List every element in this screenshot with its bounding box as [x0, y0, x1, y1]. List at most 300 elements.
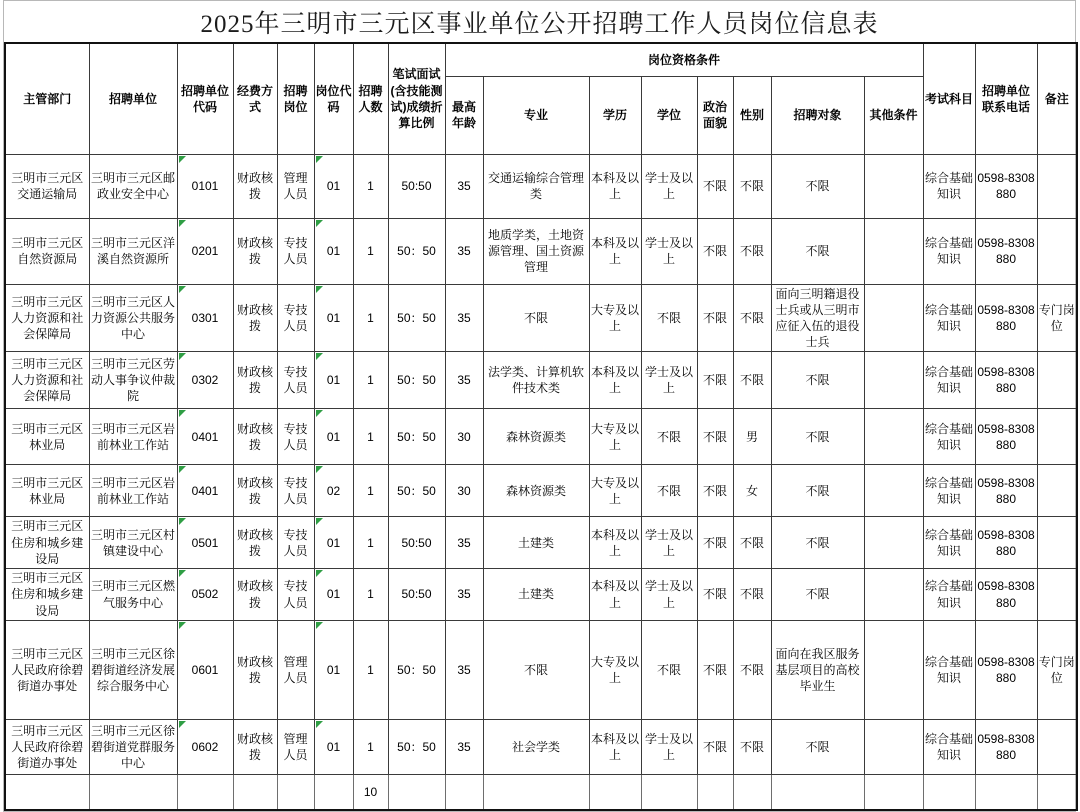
cell-text: 面向三明籍退役士兵或从三明市应征入伍的退役士兵 [775, 286, 860, 350]
cell-max-age [445, 409, 483, 465]
cell-text: 财政核拨 [236, 731, 273, 762]
cell-exam [923, 352, 975, 409]
cell-count [353, 352, 388, 409]
cell-ratio [388, 218, 445, 284]
cell-pos-code [314, 409, 353, 465]
cell-political [697, 465, 733, 517]
cell-text: 不限 [523, 310, 548, 325]
cell-text: 不限 [702, 310, 727, 325]
cell-other [864, 352, 923, 409]
empty-cell [483, 774, 589, 810]
cell-text: 0598-8308880 [977, 731, 1035, 762]
cell-phone [975, 517, 1037, 569]
cell-unit [89, 409, 177, 465]
cell-text: 不限 [805, 373, 830, 388]
cell-text: 土建类 [517, 587, 554, 602]
cell-pos-code [314, 352, 353, 409]
cell-text: 01 [326, 310, 341, 325]
cell-education [589, 218, 641, 284]
cell-funding [233, 409, 277, 465]
cell-text: 不限 [805, 587, 830, 602]
cell-text: 不限 [739, 662, 764, 677]
cell-political [697, 569, 733, 621]
cell-count [353, 218, 388, 284]
cell-text: 三明市三元区洋溪自然资源所 [90, 235, 175, 266]
cell-text: 三明市三元区村镇建设中心 [90, 527, 175, 558]
cell-major [483, 352, 589, 409]
col-header-remark: 备注 [1037, 43, 1077, 154]
cell-text: 01 [326, 373, 341, 388]
cell-unit-code [177, 284, 233, 352]
col-header-pos-code: 岗位代码 [314, 43, 353, 154]
cell-dept [5, 352, 89, 409]
cell-other [864, 620, 923, 719]
cell-pos-code [314, 465, 353, 517]
cell-other [864, 517, 923, 569]
cell-education [589, 620, 641, 719]
cell-target [771, 284, 864, 352]
empty-cell [733, 774, 771, 810]
cell-text: 面向在我区服务基层项目的高校毕业生 [775, 646, 860, 693]
col-header-exam: 考试科目 [923, 43, 975, 154]
cell-ratio [388, 154, 445, 218]
cell-gender [733, 517, 771, 569]
cell-text: 三明市三元区林业局 [11, 421, 84, 452]
cell-exam [923, 569, 975, 621]
cell-target [771, 620, 864, 719]
cell-max-age [445, 352, 483, 409]
cell-target [771, 154, 864, 218]
cell-text: 不限 [702, 243, 727, 258]
col-header-major: 专业 [483, 76, 589, 154]
cell-text: 50：50 [397, 243, 436, 258]
cell-text: 02 [326, 483, 341, 498]
cell-text: 综合基础知识 [925, 170, 974, 201]
cell-text: 大专及以上 [590, 475, 639, 506]
cell-phone [975, 352, 1037, 409]
cell-political [697, 620, 733, 719]
cell-remark [1037, 154, 1077, 218]
table-row [5, 719, 1077, 774]
cell-text: 01 [326, 178, 341, 193]
cell-text: 50：50 [397, 310, 436, 325]
cell-text: 专门岗位 [1038, 654, 1075, 685]
cell-text: 50：50 [397, 483, 436, 498]
cell-text: 01 [326, 243, 341, 258]
excel-flag-icon [316, 721, 323, 728]
cell-degree [641, 465, 697, 517]
cell-position [277, 569, 314, 621]
excel-flag-icon [179, 466, 186, 473]
cell-degree [641, 284, 697, 352]
cell-ratio [388, 517, 445, 569]
cell-text: 0201 [191, 243, 219, 258]
cell-text: 35 [457, 310, 471, 325]
cell-text: 不限 [739, 739, 764, 754]
cell-other [864, 409, 923, 465]
cell-target [771, 409, 864, 465]
cell-remark [1037, 218, 1077, 284]
cell-text: 土建类 [517, 535, 554, 550]
cell-remark [1037, 517, 1077, 569]
cell-text: 0501 [191, 535, 219, 550]
col-header-gender: 性别 [733, 76, 771, 154]
cell-gender [733, 465, 771, 517]
cell-unit-code [177, 719, 233, 774]
cell-remark [1037, 352, 1077, 409]
cell-text: 1 [367, 243, 374, 258]
cell-text: 50:50 [401, 178, 432, 193]
cell-text: 综合基础知识 [925, 475, 974, 506]
cell-unit [89, 517, 177, 569]
cell-text: 1 [367, 429, 374, 444]
excel-flag-icon [179, 721, 186, 728]
cell-text: 学士及以上 [644, 527, 693, 558]
cell-text: 法学类、计算机软件技术类 [487, 365, 584, 396]
cell-text: 男 [745, 429, 758, 444]
cell-remark [1037, 284, 1077, 352]
cell-position [277, 409, 314, 465]
empty-cell [233, 774, 277, 810]
cell-other [864, 719, 923, 774]
cell-dept [5, 284, 89, 352]
cell-text: 0301 [191, 310, 219, 325]
cell-text: 0598-8308880 [977, 365, 1035, 396]
cell-text: 三明市三元区徐碧街道经济发展综合服务中心 [90, 646, 175, 693]
cell-degree [641, 154, 697, 218]
cell-degree [641, 620, 697, 719]
cell-dept [5, 517, 89, 569]
cell-text: 财政核拨 [236, 421, 273, 452]
cell-text: 1 [367, 535, 374, 550]
cell-target [771, 218, 864, 284]
cell-major [483, 284, 589, 352]
cell-phone [975, 218, 1037, 284]
cell-position [277, 352, 314, 409]
empty-cell [277, 774, 314, 810]
cell-degree [641, 517, 697, 569]
cell-text: 30 [457, 429, 471, 444]
excel-flag-icon [316, 410, 323, 417]
cell-exam [923, 284, 975, 352]
cell-phone [975, 569, 1037, 621]
cell-exam [923, 465, 975, 517]
cell-education [589, 352, 641, 409]
cell-text: 专技人员 [283, 235, 308, 266]
total-row [5, 774, 1077, 810]
cell-target [771, 569, 864, 621]
cell-text: 综合基础知识 [925, 731, 974, 762]
cell-education [589, 719, 641, 774]
cell-max-age [445, 154, 483, 218]
cell-text: 不限 [739, 587, 764, 602]
table-row [5, 409, 1077, 465]
cell-text: 不限 [805, 535, 830, 550]
cell-text: 50：50 [397, 373, 436, 388]
cell-text: 01 [326, 739, 341, 754]
excel-flag-icon [179, 622, 186, 629]
cell-text: 森林资源类 [505, 483, 566, 498]
cell-text: 0302 [191, 373, 219, 388]
empty-cell [771, 774, 864, 810]
col-header-target: 招聘对象 [771, 76, 864, 154]
cell-max-age [445, 218, 483, 284]
cell-funding [233, 284, 277, 352]
cell-text: 三明市三元区人力资源和社会保障局 [11, 294, 84, 341]
cell-phone [975, 465, 1037, 517]
cell-ratio [388, 465, 445, 517]
empty-cell [697, 774, 733, 810]
cell-funding [233, 154, 277, 218]
cell-ratio [388, 352, 445, 409]
table-row [5, 465, 1077, 517]
col-header-degree: 学位 [641, 76, 697, 154]
cell-funding [233, 569, 277, 621]
table-row [5, 154, 1077, 218]
cell-dept [5, 620, 89, 719]
cell-text: 01 [326, 662, 341, 677]
cell-max-age [445, 284, 483, 352]
cell-text: 专技人员 [283, 527, 308, 558]
cell-text: 学士及以上 [644, 365, 693, 396]
cell-text: 0598-8308880 [977, 527, 1035, 558]
cell-dept [5, 569, 89, 621]
cell-unit-code [177, 154, 233, 218]
cell-gender [733, 569, 771, 621]
cell-text: 0598-8308880 [977, 654, 1035, 685]
col-header-max-age: 最高年龄 [445, 76, 483, 154]
cell-text: 不限 [702, 535, 727, 550]
cell-gender [733, 218, 771, 284]
cell-text: 三明市三元区人民政府徐碧街道办事处 [11, 723, 84, 770]
spreadsheet-area [3, 0, 1076, 812]
cell-degree [641, 352, 697, 409]
cell-major [483, 620, 589, 719]
col-header-unit-code: 招聘单位代码 [177, 43, 233, 154]
cell-gender [733, 284, 771, 352]
cell-count [353, 620, 388, 719]
cell-text: 35 [457, 373, 471, 388]
cell-unit-code [177, 218, 233, 284]
cell-political [697, 154, 733, 218]
cell-unit-code [177, 569, 233, 621]
cell-text: 0101 [191, 178, 219, 193]
cell-text: 0598-8308880 [977, 475, 1035, 506]
empty-cell [5, 774, 89, 810]
cell-phone [975, 620, 1037, 719]
cell-dept [5, 465, 89, 517]
cell-education [589, 154, 641, 218]
table-row [5, 569, 1077, 621]
cell-text: 不限 [739, 373, 764, 388]
cell-remark [1037, 620, 1077, 719]
cell-text: 不限 [702, 587, 727, 602]
cell-text: 大专及以上 [590, 654, 639, 685]
cell-target [771, 719, 864, 774]
cell-text: 0598-8308880 [977, 170, 1035, 201]
cell-text: 50:50 [401, 587, 432, 602]
cell-position [277, 465, 314, 517]
cell-text: 地质学类，土地资源管理、国土资源管理 [487, 227, 584, 275]
cell-dept [5, 719, 89, 774]
cell-text: 学士及以上 [644, 235, 693, 266]
cell-text: 不限 [702, 373, 727, 388]
cell-text: 三明市三元区交通运输局 [11, 170, 84, 201]
cell-text: 综合基础知识 [925, 421, 974, 452]
cell-phone [975, 409, 1037, 465]
cell-text: 不限 [739, 535, 764, 550]
cell-education [589, 465, 641, 517]
cell-funding [233, 218, 277, 284]
cell-unit-code [177, 352, 233, 409]
cell-ratio [388, 620, 445, 719]
cell-text: 学士及以上 [644, 579, 693, 610]
cell-text: 0598-8308880 [977, 235, 1035, 266]
cell-max-age [445, 465, 483, 517]
cell-text: 财政核拨 [236, 302, 273, 333]
empty-cell [864, 774, 923, 810]
cell-text: 不限 [739, 310, 764, 325]
cell-phone [975, 719, 1037, 774]
cell-text: 本科及以上 [590, 170, 639, 201]
cell-text: 35 [457, 739, 471, 754]
cell-target [771, 352, 864, 409]
cell-unit [89, 620, 177, 719]
cell-text: 不限 [702, 662, 727, 677]
cell-exam [923, 218, 975, 284]
cell-ratio [388, 409, 445, 465]
cell-major [483, 517, 589, 569]
excel-flag-icon [179, 518, 186, 525]
cell-text: 本科及以上 [590, 235, 639, 266]
col-header-qualification-group: 岗位资格条件 [445, 43, 923, 76]
excel-flag-icon [179, 570, 186, 577]
cell-phone [975, 154, 1037, 218]
cell-funding [233, 719, 277, 774]
cell-text: 0401 [191, 429, 219, 444]
cell-text: 三明市三元区邮政业安全中心 [90, 170, 175, 201]
empty-cell [177, 774, 233, 810]
cell-text: 不限 [702, 739, 727, 754]
cell-text: 1 [367, 178, 374, 193]
excel-flag-icon [316, 286, 323, 293]
cell-text: 不限 [805, 483, 830, 498]
cell-text: 本科及以上 [590, 527, 639, 558]
cell-position [277, 517, 314, 569]
cell-text: 三明市三元区人力资源和社会保障局 [11, 356, 84, 404]
cell-text: 综合基础知识 [925, 365, 974, 396]
cell-text: 1 [367, 662, 374, 677]
cell-major [483, 409, 589, 465]
cell-text: 不限 [656, 310, 681, 325]
cell-unit [89, 284, 177, 352]
cell-count [353, 154, 388, 218]
cell-text: 三明市三元区人民政府徐碧街道办事处 [11, 646, 84, 693]
col-header-phone: 招聘单位联系电话 [975, 43, 1037, 154]
cell-pos-code [314, 620, 353, 719]
cell-text: 专技人员 [283, 579, 308, 610]
cell-other [864, 154, 923, 218]
empty-cell [975, 774, 1037, 810]
cell-text: 50:50 [401, 535, 432, 550]
cell-text: 三明市三元区燃气服务中心 [90, 579, 175, 610]
cell-text: 35 [457, 587, 471, 602]
cell-exam [923, 517, 975, 569]
empty-cell [923, 774, 975, 810]
cell-text: 本科及以上 [590, 731, 639, 762]
cell-max-age [445, 719, 483, 774]
cell-position [277, 719, 314, 774]
cell-degree [641, 569, 697, 621]
cell-text: 不限 [702, 483, 727, 498]
cell-count [353, 284, 388, 352]
cell-text: 1 [367, 587, 374, 602]
excel-flag-icon [316, 518, 323, 525]
cell-text: 0598-8308880 [977, 579, 1035, 610]
cell-text: 社会学类 [511, 739, 560, 754]
empty-cell [589, 774, 641, 810]
col-header-funding: 经费方式 [233, 43, 277, 154]
excel-flag-icon [316, 466, 323, 473]
cell-text: 综合基础知识 [925, 302, 974, 333]
table-row [5, 218, 1077, 284]
cell-text: 学士及以上 [644, 731, 693, 762]
cell-count [353, 719, 388, 774]
empty-cell [641, 774, 697, 810]
cell-unit-code [177, 465, 233, 517]
excel-flag-icon [316, 353, 323, 360]
cell-text: 专技人员 [283, 302, 308, 333]
cell-text: 三明市三元区住房和城乡建设局 [11, 571, 84, 618]
cell-text: 三明市三元区劳动人事争议仲裁院 [90, 356, 175, 404]
cell-text: 35 [457, 243, 471, 258]
cell-ratio [388, 719, 445, 774]
cell-unit [89, 218, 177, 284]
cell-text: 不限 [702, 178, 727, 193]
cell-education [589, 284, 641, 352]
cell-text: 50：50 [397, 429, 436, 444]
cell-funding [233, 517, 277, 569]
col-header-position: 招聘岗位 [277, 43, 314, 154]
table-row [5, 517, 1077, 569]
cell-text: 50：50 [397, 739, 436, 754]
cell-major [483, 569, 589, 621]
cell-gender [733, 409, 771, 465]
cell-remark [1037, 465, 1077, 517]
cell-count [353, 409, 388, 465]
cell-max-age [445, 620, 483, 719]
cell-text: 三明市三元区林业局 [11, 475, 84, 506]
cell-text: 大专及以上 [590, 421, 639, 452]
cell-pos-code [314, 517, 353, 569]
cell-text: 三明市三元区岩前林业工作站 [90, 475, 175, 506]
cell-major [483, 218, 589, 284]
cell-text: 50：50 [397, 662, 436, 677]
cell-text: 1 [367, 739, 374, 754]
cell-political [697, 517, 733, 569]
table-row [5, 284, 1077, 352]
cell-ratio [388, 284, 445, 352]
cell-gender [733, 154, 771, 218]
cell-remark [1037, 719, 1077, 774]
col-header-ratio: 笔试面试(含技能测试)成绩折算比例 [388, 43, 445, 154]
cell-political [697, 284, 733, 352]
table-row [5, 352, 1077, 409]
cell-text: 0601 [191, 662, 219, 677]
cell-text: 本科及以上 [590, 579, 639, 610]
cell-degree [641, 409, 697, 465]
cell-count [353, 517, 388, 569]
